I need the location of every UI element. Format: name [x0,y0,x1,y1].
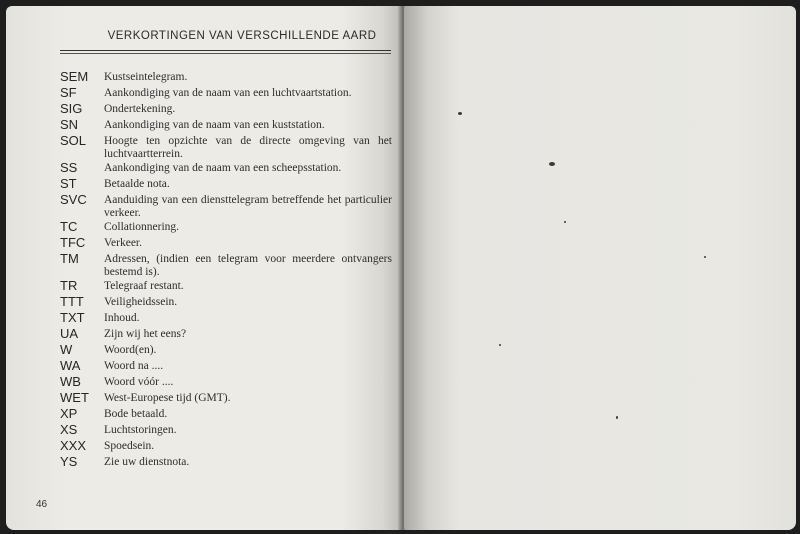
entry-row [60,454,392,470]
entry-abbreviation: UA [60,326,79,341]
entry-abbreviation: WB [60,374,81,389]
paper-speck [616,416,618,419]
entry-definition: Telegraaf restant. [104,280,184,292]
left-page [6,6,402,530]
paper-speck [564,221,566,223]
entry-abbreviation: TTT [60,294,84,309]
entry-abbreviation: SOL [60,133,87,148]
entry-definition: Aankondiging van de naam van een scheepsstation. [104,162,342,174]
entry-definition: Ondertekening. [104,103,176,115]
page-number: 46 [36,499,48,510]
entry-abbreviation: SVC [60,192,87,207]
paper-speck [549,162,555,166]
entry-definition: Spoedsein. [104,440,155,452]
entry-row [60,294,392,310]
entry-abbreviation: TR [60,278,78,293]
entry-abbreviation: WA [60,358,81,373]
entry-abbreviation: WET [60,390,89,405]
header-rule-thin [60,53,391,54]
entry-row [60,342,392,358]
entry-row [60,160,392,176]
entry-row [60,219,392,235]
entry-definition: Woord na .... [104,360,164,372]
entry-abbreviation: XS [60,422,78,437]
entry-definition: West-Europese tijd (GMT). [104,392,231,404]
paper-speck [704,256,706,258]
entry-row [60,176,392,192]
entry-definition: Kustseintelegram. [104,71,188,83]
entry-definition: Luchtstoringen. [104,424,177,436]
entry-definition: Aanduiding van een diensttelegram betreffende het particulier verkeer. [104,194,392,219]
entry-row [60,358,392,374]
entry-row [60,390,392,406]
entry-abbreviation: YS [60,454,78,469]
running-header: VERKORTINGEN VAN VERSCHILLENDE AARD [107,30,377,42]
entry-row [60,85,392,101]
entry-definition: Betaalde nota. [104,178,170,190]
entry-abbreviation: W [60,342,73,357]
entry-definition: Veiligheidssein. [104,296,178,308]
entry-definition: Hoogte ten opzichte van de directe omgeving van het luchtvaartterrein. [104,135,392,160]
entry-row [60,422,392,438]
entry-abbreviation: XXX [60,438,87,453]
entry-definition: Verkeer. [104,237,142,249]
entry-definition: Bode betaald. [104,408,168,420]
entry-definition: Aankondiging van de naam van een luchtvaartstation. [104,87,352,99]
entry-abbreviation: SN [60,117,79,132]
entry-row [60,235,392,251]
entry-abbreviation: TXT [60,310,85,325]
entry-definition: Woord vóór .... [104,376,174,388]
entry-abbreviation: TM [60,251,79,266]
entry-abbreviation: SF [60,85,77,100]
entry-definition: Inhoud. [104,312,140,324]
entry-row [60,278,392,294]
entry-definition: Collationnering. [104,221,180,233]
entry-row [60,192,392,219]
entry-abbreviation: TFC [60,235,86,250]
entry-abbreviation: SEM [60,69,89,84]
entry-definition: Zijn wij het eens? [104,328,187,340]
header-rule-thick [60,50,391,51]
entry-row [60,406,392,422]
entry-definition: Adressen, (indien een telegram voor meerdere ontvangers bestemd is). [104,253,392,278]
entry-row [60,310,392,326]
entry-abbreviation: XP [60,406,78,421]
entry-definition: Aankondiging van de naam van een kuststation. [104,119,325,131]
abbreviation-list [60,69,392,470]
entry-row [60,326,392,342]
entry-definition: Woord(en). [104,344,157,356]
entry-row [60,69,392,85]
entry-row [60,374,392,390]
entry-abbreviation: ST [60,176,77,191]
paper-speck [458,112,462,115]
right-page [404,6,796,530]
entry-row [60,251,392,278]
paper-speck [499,344,501,346]
entry-abbreviation: TC [60,219,78,234]
entry-row [60,117,392,133]
entry-row [60,101,392,117]
entry-row [60,133,392,160]
entry-row [60,438,392,454]
entry-abbreviation: SS [60,160,78,175]
entry-definition: Zie uw dienstnota. [104,456,190,468]
entry-abbreviation: SIG [60,101,83,116]
